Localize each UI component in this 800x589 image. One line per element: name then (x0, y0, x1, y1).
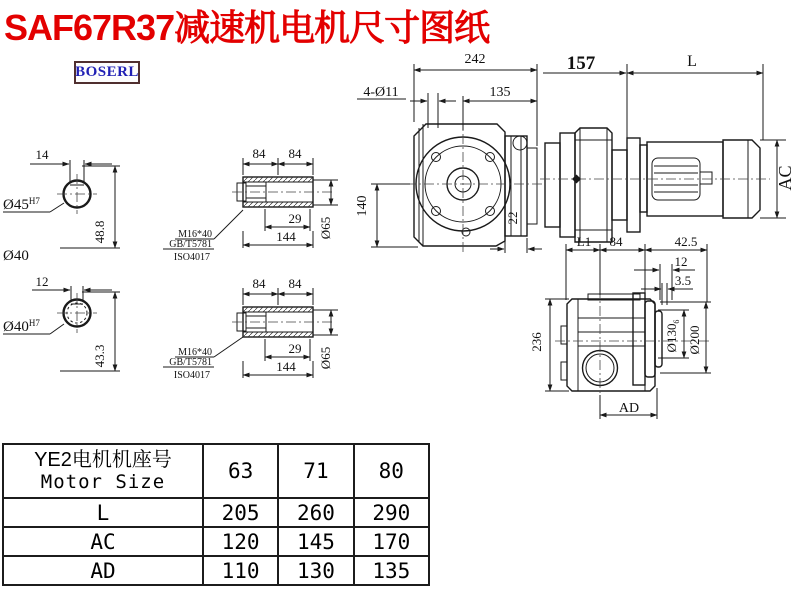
view-shaft-side-top (163, 146, 338, 263)
dim-L1-label: L1 (576, 234, 592, 249)
table-row-AC (3, 527, 429, 556)
dia-40H7-label: $Ø40^{H7}$ (3, 318, 40, 335)
L-63: 205 (203, 498, 278, 527)
motor-size-table (2, 443, 430, 586)
dim-42_5-label: 42.5 (674, 234, 698, 249)
dim-12-label: 12 (35, 274, 49, 289)
dim-14-label: 14 (35, 147, 49, 162)
dim-22-label: 22 (505, 211, 520, 225)
row-label-L: L (3, 498, 203, 527)
dim-29-label: 29 (288, 211, 302, 226)
holes-4xd11-label: 4-Ø11 (363, 85, 399, 100)
bolt-spec-3b: ISO4017 (173, 370, 210, 381)
dim-84b-label: 84 (288, 146, 302, 161)
size-63: 63 (203, 444, 278, 498)
AC-80: 170 (354, 527, 429, 556)
size-71: 71 (278, 444, 353, 498)
dim-AC-label: AC (775, 165, 795, 191)
dim-L-label: L (687, 53, 697, 70)
bolt-spec-2: GB/T5781 (169, 239, 212, 250)
dim-43_3-label: 43.3 (92, 344, 107, 368)
dim-236-label: 236 (529, 332, 544, 352)
AD-71: 130 (278, 556, 353, 585)
dim-12b-label: 12 (674, 254, 688, 269)
row-label-AD: AD (3, 556, 203, 585)
dim-140-label: 140 (355, 195, 370, 217)
bolt-spec-3: ISO4017 (173, 252, 210, 263)
AD-63: 110 (203, 556, 278, 585)
view-gearbox-output-side (529, 234, 712, 419)
table-row-AD (3, 556, 429, 585)
table-row-L (3, 498, 429, 527)
row-label-AC: AC (3, 527, 203, 556)
AD-80: 135 (354, 556, 429, 585)
dim-3_5-label: 3.5 (674, 273, 692, 288)
L-80: 290 (354, 498, 429, 527)
dia-45H7-label: $Ø45^{H7}$ (3, 196, 40, 213)
dia-65-top-label: Ø65 (318, 216, 333, 240)
dia-65-bot-label: Ø65 (318, 346, 333, 370)
dim-242-label: 242 (464, 52, 486, 67)
bolt-spec-1: M16*40 (178, 229, 212, 240)
dim-84a-label: 84 (252, 146, 266, 161)
dim-48_8-label: 48.8 (92, 220, 107, 244)
table-header-motor-size (3, 444, 203, 498)
brand-logo-text: BOSERL (75, 64, 139, 80)
view-gearbox-front (355, 52, 542, 254)
dim-84a2-label: 84 (252, 276, 266, 291)
dim-84-label: 84 (609, 234, 623, 249)
view-shaft-hole-bottom (3, 274, 120, 371)
AC-71: 145 (278, 527, 353, 556)
dim-144-2-label: 144 (276, 359, 296, 374)
view-gearmotor-side (540, 53, 795, 242)
dim-29-2-label: 29 (288, 341, 302, 356)
header-cn: YE2电机机座号 (34, 448, 172, 471)
page-title: SAF67R37减速机电机尺寸图纸 (4, 7, 490, 48)
bolt-spec-1b: M16*40 (178, 347, 212, 358)
AC-63: 120 (203, 527, 278, 556)
dim-144-label: 144 (276, 229, 296, 244)
dia-130-label: $Ø130_6$ (664, 319, 681, 353)
dim-157-label: 157 (566, 53, 596, 74)
view-shaft-hole-top (3, 147, 120, 264)
view-shaft-side-bottom (163, 276, 338, 381)
dim-135-label: 135 (489, 85, 511, 100)
header-en: Motor Size (40, 470, 166, 493)
bolt-spec-2b: GB/T5781 (169, 357, 212, 368)
table-header-row (3, 444, 429, 498)
dia-40-label: Ø40 (3, 248, 29, 264)
dim-84b2-label: 84 (288, 276, 302, 291)
L-71: 260 (278, 498, 353, 527)
dim-AD-label: AD (618, 401, 640, 416)
size-80: 80 (354, 444, 429, 498)
dia-200-label: Ø200 (687, 325, 702, 355)
